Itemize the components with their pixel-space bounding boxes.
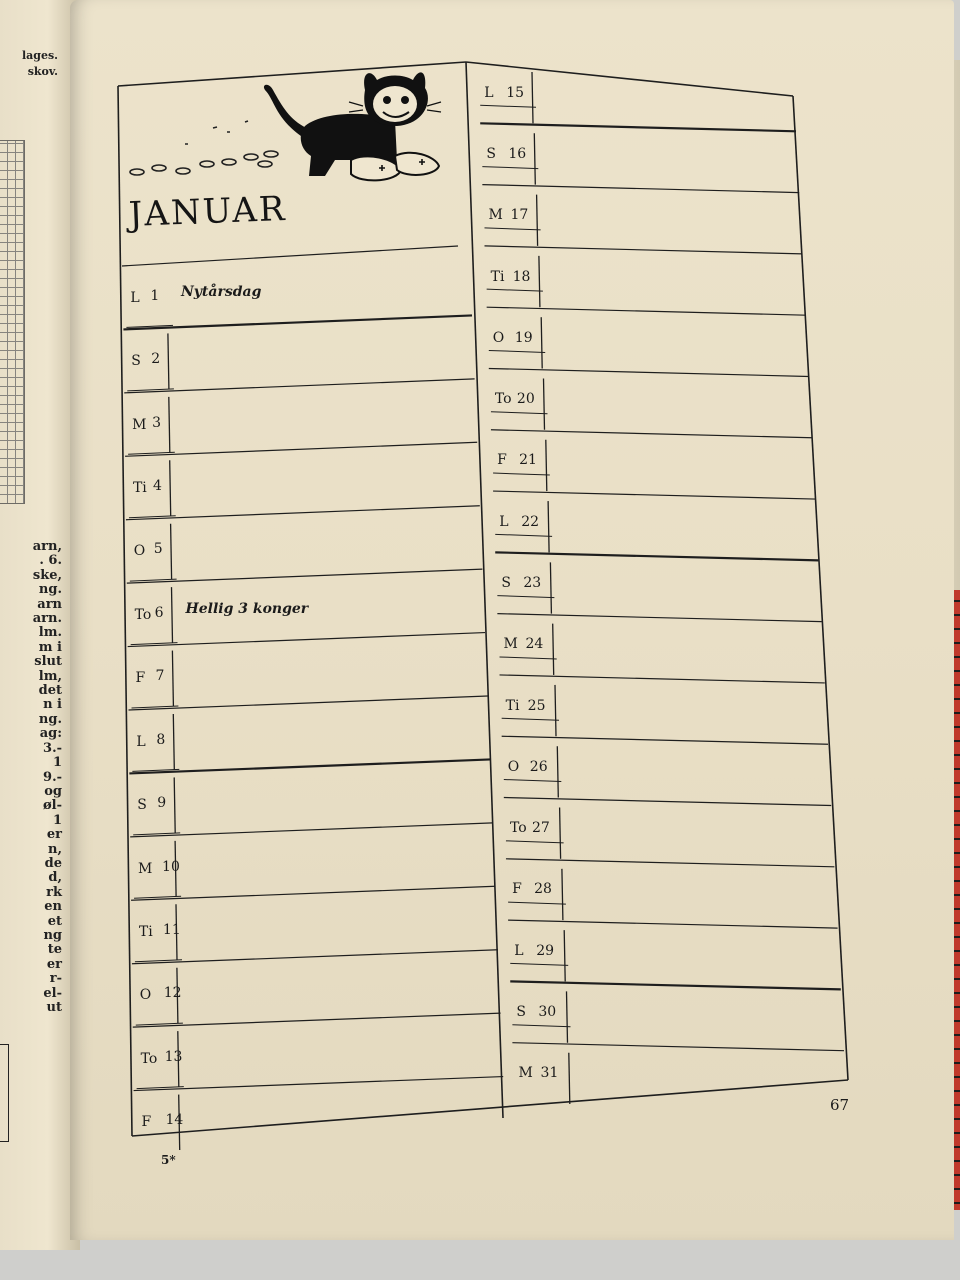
day-label: To bbox=[134, 606, 152, 623]
day-cell-divider bbox=[546, 440, 547, 491]
day-label: L bbox=[514, 942, 524, 959]
day-cell-line bbox=[130, 579, 177, 581]
day-label: S bbox=[137, 797, 147, 814]
row-separator bbox=[482, 185, 799, 193]
day-number: 16 bbox=[508, 145, 527, 162]
row-separator bbox=[129, 759, 490, 773]
day-cell-divider bbox=[173, 714, 174, 769]
day-label: M bbox=[503, 636, 518, 653]
day-number: 28 bbox=[534, 881, 552, 898]
day-cell-divider bbox=[541, 317, 542, 368]
day-cell-divider bbox=[548, 501, 549, 552]
day-cell-line bbox=[489, 350, 545, 352]
row-separator bbox=[124, 379, 474, 393]
row-separator bbox=[485, 246, 803, 254]
day-cell-line bbox=[132, 706, 179, 708]
day-cell-line bbox=[495, 534, 552, 536]
day-label: M bbox=[518, 1065, 533, 1082]
day-cell-line bbox=[482, 167, 538, 169]
row-separator bbox=[134, 1077, 504, 1091]
row-separator bbox=[132, 950, 498, 964]
day-cell-divider bbox=[555, 685, 556, 736]
day-label: S bbox=[486, 145, 496, 162]
day-cell-divider bbox=[168, 333, 169, 388]
day-cell-divider bbox=[532, 72, 533, 123]
day-label: To bbox=[494, 391, 512, 408]
row-separator bbox=[130, 823, 493, 837]
day-cell-divider bbox=[172, 651, 173, 706]
row-separator bbox=[126, 506, 480, 520]
month-title: JANUAR bbox=[128, 188, 288, 235]
day-cell-line bbox=[131, 643, 178, 645]
day-cell-divider bbox=[557, 746, 558, 797]
printer-signature: 5* bbox=[161, 1153, 176, 1167]
day-label: L bbox=[484, 84, 494, 101]
day-cell-line bbox=[500, 657, 557, 659]
row-separator bbox=[128, 633, 485, 647]
day-cell-divider bbox=[537, 195, 538, 246]
day-cell-line bbox=[493, 473, 550, 475]
day-label: S bbox=[501, 575, 511, 591]
day-label: M bbox=[488, 207, 503, 224]
row-separator bbox=[123, 315, 472, 329]
day-label: F bbox=[135, 670, 146, 687]
day-cell-line bbox=[135, 960, 182, 962]
header-underline bbox=[122, 246, 458, 266]
day-label: To bbox=[509, 820, 527, 837]
day-number: 22 bbox=[521, 513, 540, 530]
day-cell-divider bbox=[569, 1053, 570, 1104]
row-separator bbox=[480, 123, 796, 131]
day-cell-line bbox=[506, 841, 564, 843]
day-number: 9 bbox=[157, 795, 167, 812]
day-label: O bbox=[139, 987, 152, 1004]
day-cell-divider bbox=[169, 397, 170, 452]
day-number: 27 bbox=[531, 820, 550, 837]
day-number: 11 bbox=[162, 922, 181, 938]
day-cell-line bbox=[510, 963, 568, 965]
day-cell-line bbox=[136, 1023, 183, 1025]
footprints-icon bbox=[130, 121, 278, 175]
border-left bbox=[118, 86, 132, 1136]
day-cell-line bbox=[128, 452, 175, 454]
day-number: 6 bbox=[154, 604, 164, 621]
day-number: 13 bbox=[164, 1048, 183, 1065]
row-separator bbox=[497, 614, 821, 622]
day-cell-divider bbox=[550, 562, 551, 613]
holiday-note: Hellig 3 konger bbox=[185, 600, 309, 617]
day-number: 8 bbox=[156, 731, 166, 748]
row-separator bbox=[491, 430, 812, 438]
day-number: 3 bbox=[152, 414, 162, 431]
day-cell-line bbox=[480, 105, 536, 107]
day-label: To bbox=[140, 1050, 158, 1067]
day-cell-divider bbox=[534, 133, 535, 184]
row-separator bbox=[512, 1043, 844, 1051]
day-number: 26 bbox=[529, 758, 548, 775]
day-label: O bbox=[133, 543, 146, 560]
day-number: 21 bbox=[519, 452, 537, 469]
day-cell-divider bbox=[562, 869, 563, 920]
day-number: 17 bbox=[510, 207, 529, 224]
day-cell-divider bbox=[560, 808, 561, 859]
day-label: L bbox=[499, 513, 509, 530]
day-label: M bbox=[138, 860, 153, 877]
row-separator bbox=[127, 569, 483, 583]
day-cell-line bbox=[487, 289, 543, 291]
day-number: 19 bbox=[514, 329, 533, 346]
day-cell-line bbox=[485, 228, 541, 230]
left-page-top-text: lages. skov. bbox=[21, 49, 58, 78]
day-number: 23 bbox=[523, 575, 542, 591]
day-label: Ti bbox=[505, 697, 520, 714]
day-label: S bbox=[131, 353, 141, 370]
day-label: O bbox=[492, 329, 505, 346]
row-separator bbox=[493, 491, 815, 499]
day-number: 7 bbox=[155, 668, 165, 685]
day-number: 30 bbox=[538, 1004, 557, 1021]
row-separator bbox=[487, 307, 806, 315]
day-label: L bbox=[136, 733, 146, 750]
day-label: Ti bbox=[490, 268, 505, 285]
day-cell-divider bbox=[171, 524, 172, 579]
day-number: 10 bbox=[162, 858, 180, 875]
day-cell-divider bbox=[544, 378, 545, 429]
border-right bbox=[793, 96, 848, 1080]
row-separator bbox=[495, 552, 818, 560]
day-label: Ti bbox=[132, 480, 147, 496]
day-label: S bbox=[516, 1004, 526, 1021]
row-separator bbox=[510, 981, 841, 989]
day-cell-divider bbox=[172, 587, 173, 642]
day-label: F bbox=[141, 1114, 152, 1131]
day-cell-divider bbox=[170, 460, 171, 515]
day-label: F bbox=[512, 881, 522, 898]
day-cell-divider bbox=[553, 624, 554, 675]
day-number: 29 bbox=[536, 942, 555, 959]
day-number: 18 bbox=[512, 268, 531, 285]
day-cell-line bbox=[504, 780, 561, 782]
left-page-body-text: arn, . 6. ske, ng. arn arn. lm. m i slut lm, det n i ng. ag: 3.- 1 9.- og øl- 1 er n, de d, rk en et ng te er r- el- ut bbox=[32, 539, 62, 1015]
day-number: 25 bbox=[527, 697, 546, 714]
day-number: 5 bbox=[153, 541, 163, 558]
day-cell-line bbox=[137, 1087, 184, 1089]
day-label: M bbox=[132, 416, 147, 433]
day-label: Ti bbox=[138, 924, 153, 940]
border-bottom bbox=[132, 1080, 848, 1136]
row-separator bbox=[489, 368, 809, 376]
row-separator bbox=[502, 736, 828, 744]
page-number: 67 bbox=[830, 1096, 850, 1114]
row-separator bbox=[500, 675, 825, 683]
day-number: 20 bbox=[516, 391, 535, 408]
day-number: 1 bbox=[150, 287, 160, 304]
day-number: 12 bbox=[163, 985, 182, 1002]
row-separator bbox=[504, 798, 831, 806]
row-separator bbox=[508, 920, 838, 928]
day-cell-line bbox=[133, 833, 180, 835]
day-cell-divider bbox=[567, 991, 568, 1042]
holiday-note: Nytårsdag bbox=[181, 283, 262, 300]
day-cell-line bbox=[508, 902, 566, 904]
day-number: 4 bbox=[152, 478, 162, 494]
day-cell-divider bbox=[564, 930, 565, 981]
day-number: 2 bbox=[151, 351, 161, 368]
day-cell-line bbox=[129, 516, 176, 518]
day-number: 24 bbox=[525, 636, 544, 653]
day-cell-line bbox=[491, 412, 548, 414]
day-label: O bbox=[507, 758, 520, 775]
row-separator bbox=[133, 1013, 501, 1027]
day-number: 31 bbox=[540, 1065, 559, 1082]
day-cell-line bbox=[502, 718, 559, 720]
day-cell-line bbox=[512, 1025, 570, 1027]
day-label: L bbox=[130, 289, 140, 306]
day-cell-line bbox=[497, 596, 554, 598]
day-label: F bbox=[497, 452, 507, 469]
day-cell-divider bbox=[539, 256, 540, 307]
row-separator bbox=[129, 696, 488, 710]
row-separator bbox=[125, 442, 477, 456]
cat-illustration bbox=[125, 60, 455, 190]
row-separator bbox=[131, 886, 495, 900]
day-number: 14 bbox=[165, 1112, 184, 1129]
day-number: 15 bbox=[506, 84, 525, 101]
day-cell-line bbox=[134, 896, 181, 898]
day-cell-divider bbox=[174, 777, 175, 832]
row-separator bbox=[506, 859, 834, 867]
